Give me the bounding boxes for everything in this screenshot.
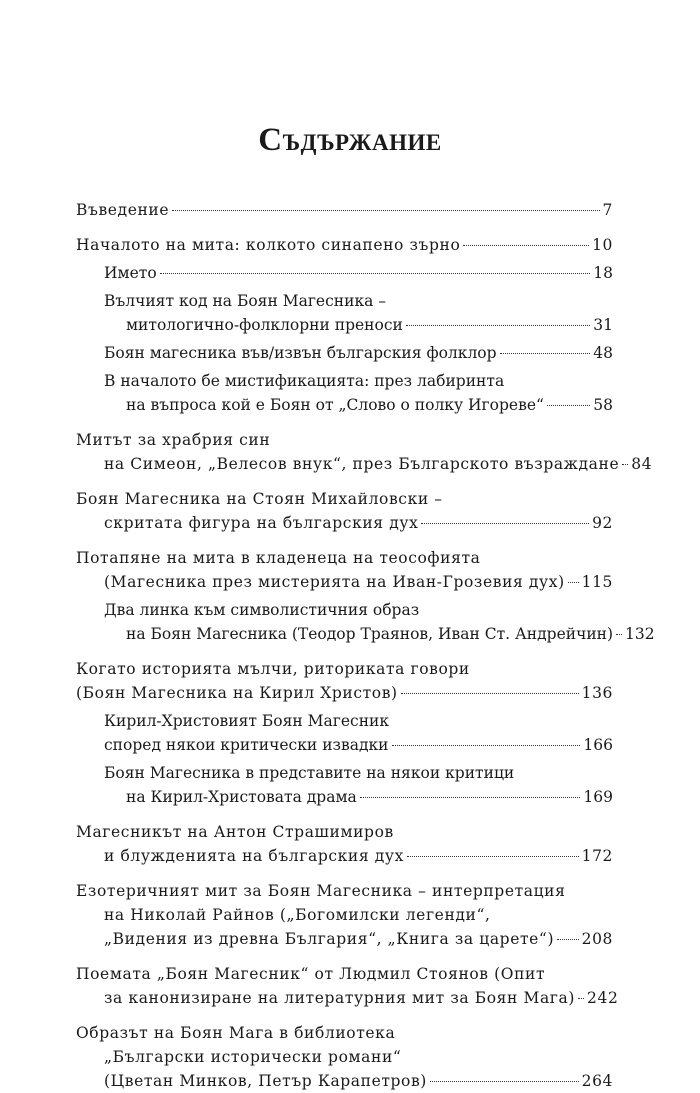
- toc-page-number: 169: [583, 788, 613, 806]
- toc-entry-title-continued: на Симеон, „Велесов внук“, през Българското възраждане: [104, 455, 620, 473]
- toc-subentry[interactable]: [76, 289, 613, 337]
- toc-page-number: 115: [581, 573, 613, 591]
- toc-entry[interactable]: [76, 1021, 613, 1093]
- dot-leader: [401, 693, 579, 694]
- toc-entry[interactable]: [76, 198, 613, 222]
- toc-entry-title: Потапяне на мита в кладенеца на теософията: [76, 549, 481, 567]
- toc-entry-title-continued: „Български исторически романи“: [104, 1048, 402, 1066]
- toc-entry-title-continued: на Николай Райнов („Богомилски легенди“,: [104, 906, 491, 924]
- toc-page-number: 18: [593, 264, 613, 282]
- toc-entry-title-continued: (Цветан Минков, Петър Карапетров): [104, 1072, 427, 1090]
- toc-entry-title: Боян Магесника в представите на някои критици: [104, 764, 515, 782]
- toc-entry-title-continued: (Магесника през мистерията на Иван-Грозевия дух): [104, 573, 565, 591]
- toc-entry-title: Кирил-Христовият Боян Магесник: [104, 712, 390, 730]
- toc-entry-title-continued: на Боян Магесника (Теодор Траянов, Иван Ст. Андрейчин): [126, 625, 614, 643]
- toc-page-number: 58: [593, 396, 613, 414]
- toc-page-number: 92: [592, 514, 613, 532]
- toc-entry-title-continued: (Боян Магесника на Кирил Христов): [76, 684, 398, 702]
- toc-entry-title: Два линка към символистичния образ: [104, 601, 420, 619]
- dot-leader: [500, 353, 591, 354]
- toc-entry-title-continued: „Видения из древна България“, „Книга за царете“): [104, 930, 555, 948]
- toc-entry-title: Митът за храбрия син: [76, 431, 271, 449]
- toc-entry[interactable]: [76, 962, 619, 1010]
- dot-leader: [360, 797, 581, 798]
- toc-entry-title: Магесникът на Антон Страшимиров: [76, 823, 394, 841]
- toc-subentry[interactable]: [76, 761, 613, 809]
- dot-leader: [616, 634, 622, 635]
- toc-page-number: 7: [602, 201, 613, 219]
- toc-entry[interactable]: [76, 546, 613, 594]
- dot-leader: [421, 523, 589, 524]
- dot-leader: [547, 405, 590, 406]
- toc-entry-title-continued: на въпроса кой е Боян от „Слово о полку Игореве“: [126, 396, 544, 414]
- toc-page-number: 136: [581, 684, 613, 702]
- toc-subentry[interactable]: [76, 369, 613, 417]
- dot-leader: [557, 939, 579, 940]
- dot-leader: [407, 856, 579, 857]
- table-of-contents: [76, 198, 655, 1093]
- toc-entry-title-continued: скритата фигура на българския дух: [104, 514, 419, 532]
- toc-entry-title-continued: митологично-фолклорни преноси: [126, 316, 403, 334]
- toc-entry-title: В началото бе мистификацията: през лабиринта: [104, 372, 505, 390]
- dot-leader: [622, 464, 628, 465]
- toc-entry-title-continued: и блужденията на българския дух: [104, 847, 404, 865]
- toc-entry[interactable]: [76, 657, 613, 705]
- toc-page-number: 264: [581, 1072, 613, 1090]
- dot-leader: [172, 210, 599, 211]
- toc-page-number: 10: [592, 236, 613, 254]
- toc-entry-title: Въведение: [76, 201, 170, 219]
- toc-subentry[interactable]: [76, 598, 655, 646]
- toc-subentry[interactable]: [76, 709, 613, 757]
- toc-entry-title: Когато историята мълчи, риториката говори: [76, 660, 470, 678]
- toc-page-number: 242: [587, 989, 619, 1007]
- toc-subentry[interactable]: [76, 261, 613, 285]
- toc-page-number: 31: [593, 316, 613, 334]
- dot-leader: [463, 245, 589, 246]
- dot-leader: [406, 325, 590, 326]
- page-title: Съдържание: [258, 122, 442, 158]
- toc-entry-title: Вълчият код на Боян Магесника –: [104, 292, 387, 310]
- toc-entry[interactable]: [76, 487, 613, 535]
- toc-entry[interactable]: [76, 879, 613, 951]
- toc-page-number: 48: [593, 344, 613, 362]
- toc-entry[interactable]: [76, 820, 613, 868]
- toc-page-number: 132: [625, 625, 655, 643]
- toc-entry[interactable]: [76, 428, 653, 476]
- dot-leader: [568, 582, 579, 583]
- toc-page-number: 208: [581, 930, 613, 948]
- toc-entry-title-continued: на Кирил-Христовата драма: [126, 788, 357, 806]
- toc-page-number: 172: [581, 847, 613, 865]
- toc-entry-title: Името: [104, 264, 157, 282]
- toc-entry-title: Началото на мита: колкото синапено зърно: [76, 236, 461, 254]
- toc-entry-title: Боян Магесника на Стоян Михайловски –: [76, 490, 443, 508]
- dot-leader: [578, 998, 584, 999]
- toc-entry[interactable]: [76, 233, 613, 257]
- toc-page-number: 84: [631, 455, 653, 473]
- toc-entry-title-continued: за канонизиране на литературния мит за Боян Мага): [104, 989, 576, 1007]
- toc-entry-title: Езотеричният мит за Боян Магесника – интерпретация: [76, 882, 566, 900]
- toc-entry-title: Боян магесника във/извън българския фолклор: [104, 344, 497, 362]
- toc-entry-title-continued: според някои критически извадки: [104, 736, 389, 754]
- toc-entry-title: Поемата „Боян Магесник“ от Людмил Стоянов (Опит: [76, 965, 546, 983]
- dot-leader: [160, 273, 591, 274]
- dot-leader: [430, 1081, 579, 1082]
- toc-subentry[interactable]: [76, 341, 613, 365]
- dot-leader: [392, 745, 581, 746]
- toc-page-number: 166: [583, 736, 613, 754]
- toc-entry-title: Образът на Боян Мага в библиотека: [76, 1024, 396, 1042]
